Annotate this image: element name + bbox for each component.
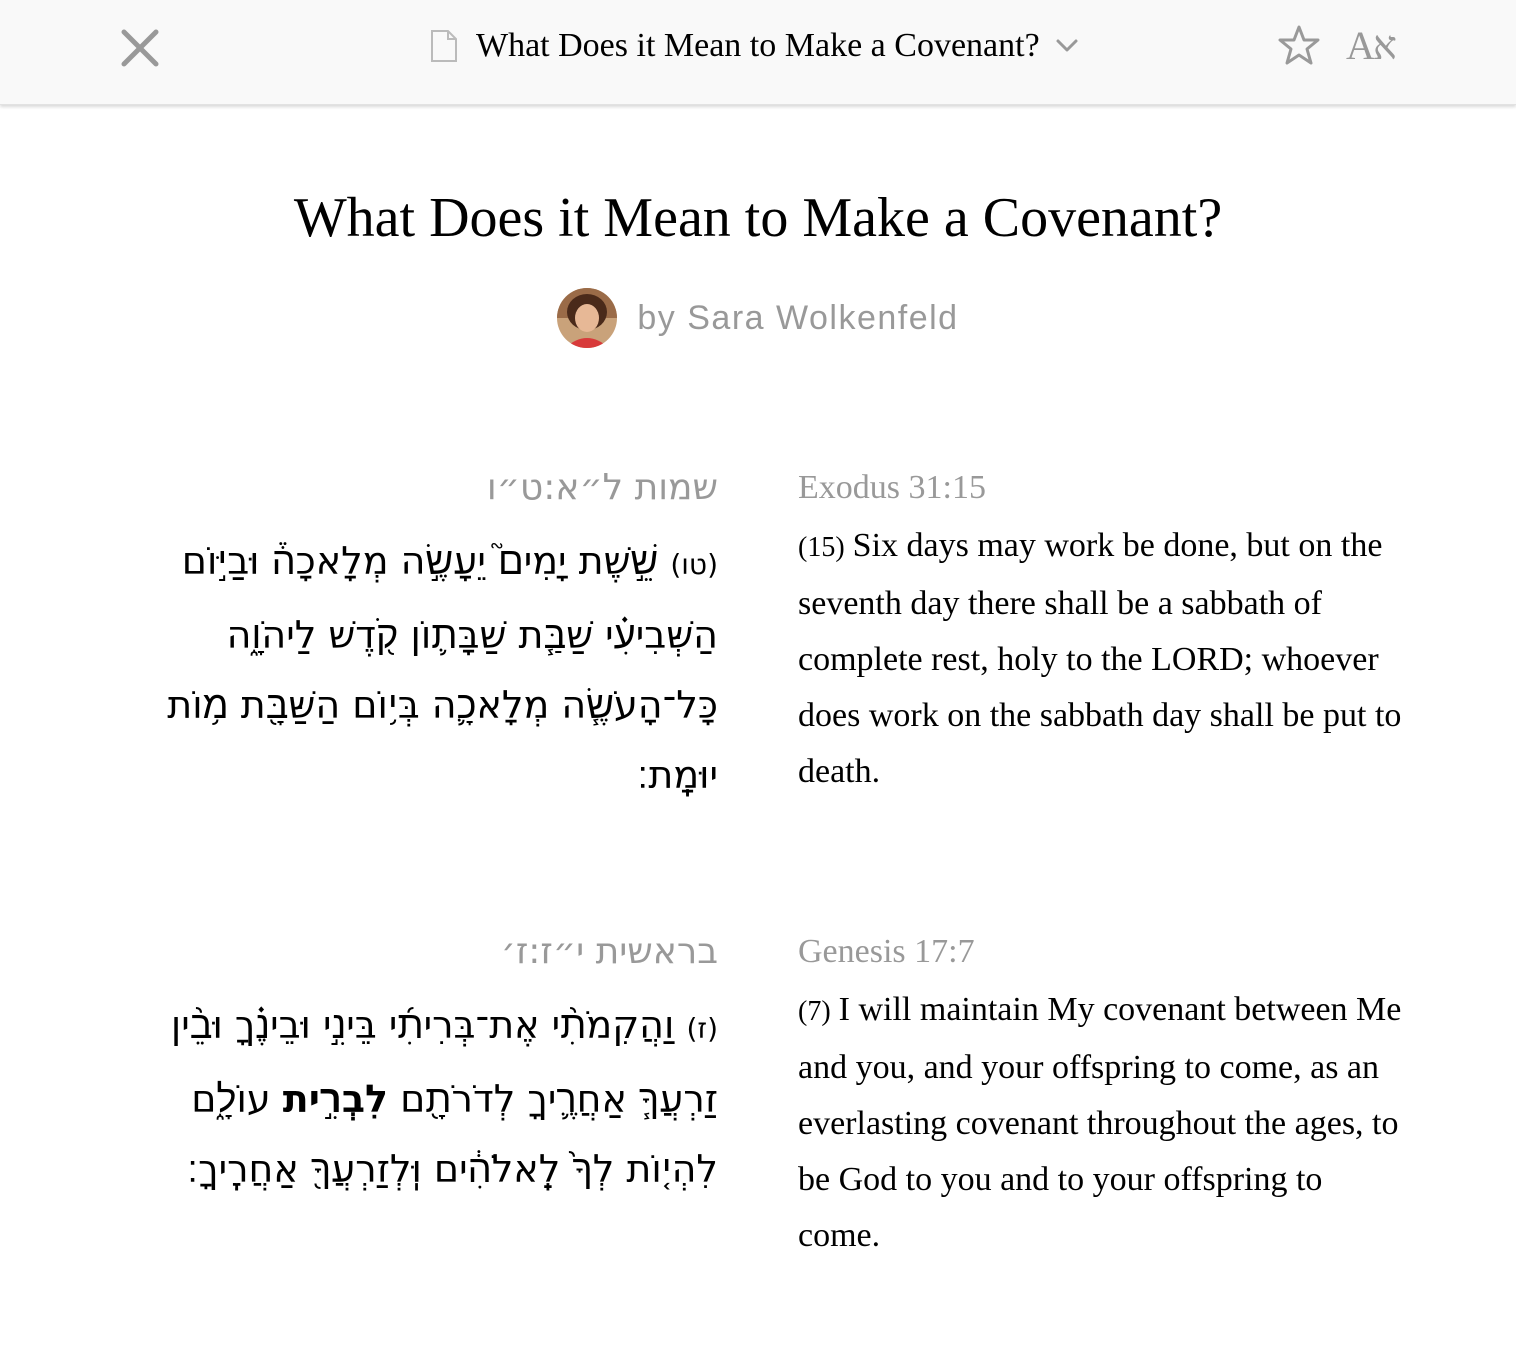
- hebrew-text: [108, 526, 718, 810]
- hebrew-column: [108, 932, 718, 1204]
- avatar[interactable]: [557, 288, 617, 348]
- hebrew-column: [108, 468, 718, 810]
- verse-number: (7): [798, 996, 831, 1027]
- author-link[interactable]: by Sara Wolkenfeld: [637, 298, 959, 337]
- sheet-title: What Does it Mean to Make a Covenant?: [293, 187, 1223, 249]
- verse-number: (15): [798, 532, 845, 563]
- english-reference[interactable]: Exodus 31:15: [798, 469, 986, 506]
- doc-title-dropdown[interactable]: [430, 24, 1080, 68]
- english-verse: I will maintain My covenant between Me and you, and your offspring to come, as an everlasting covenant throughout the ages, to be God to you and to your offspring to come.: [798, 991, 1402, 1254]
- hebrew-verse-part: וַהֲקִמֹתִ֨י אֶת־בְּרִיתִ֜י בֵּינִ֣י וּבֵינֶ֗ךָ וּבֵ֨ין זַרְעֲךָ֧ אַחֲרֶ֛יךָ לְדֹרֹתָ֖ם: [170, 1003, 718, 1121]
- verse-number: (ז): [686, 1012, 718, 1045]
- english-verse: Six days may work be done, but on the seventh day there shall be a sabbath of complete rest, holy to the LORD; whoever does work on the sabbath day shall be put to death.: [798, 527, 1402, 790]
- hebrew-text: [108, 990, 718, 1204]
- chevron-down-icon: [1054, 36, 1080, 56]
- hebrew-reference[interactable]: בראשית י״ז:ז׳: [500, 931, 718, 972]
- english-column: [798, 468, 1408, 800]
- top-toolbar: [0, 0, 1516, 105]
- author-row: [0, 288, 1516, 348]
- close-icon[interactable]: [118, 26, 162, 70]
- document-icon: [430, 29, 458, 63]
- english-text: [798, 982, 1408, 1264]
- font-settings-button[interactable]: Aא: [1346, 23, 1395, 68]
- hebrew-reference[interactable]: שמות ל״א:ט״ו: [486, 467, 718, 508]
- hebrew-highlight: לִבְרִ֣ית: [282, 1077, 388, 1121]
- star-icon[interactable]: [1277, 23, 1321, 67]
- english-reference[interactable]: Genesis 17:7: [798, 933, 975, 970]
- english-column: [798, 932, 1408, 1264]
- verse-number: (טו): [670, 548, 718, 581]
- hebrew-verse: שֵׁ֣שֶׁת יָמִים֮ יֵעָשֶׂ֣ה מְלָאכָה֒ וּבַיּ֣וֹם הַשְּׁבִיעִ֗י שַׁבַּ֧ת שַׁבָּת֛וֹן קֹ֖דֶשׁ לַיהֹוָ֑ה כָּל־הָעֹשֶׂ֧ה מְלָאכָ֛ה בְּי֥וֹם הַשַּׁבָּ֖ת מ֥וֹת יוּמָֽת׃: [167, 539, 718, 797]
- hebrew-verse-part: עוֹלָ֑ם לִהְי֤וֹת לְךָ֙ לֵֽאלֹהִ֔ים וּֽלְזַרְעֲךָ֖ אַחֲרֶֽיךָ׃: [186, 1077, 718, 1191]
- english-text: [798, 518, 1408, 800]
- toolbar-title: What Does it Mean to Make a Covenant?: [476, 27, 1040, 64]
